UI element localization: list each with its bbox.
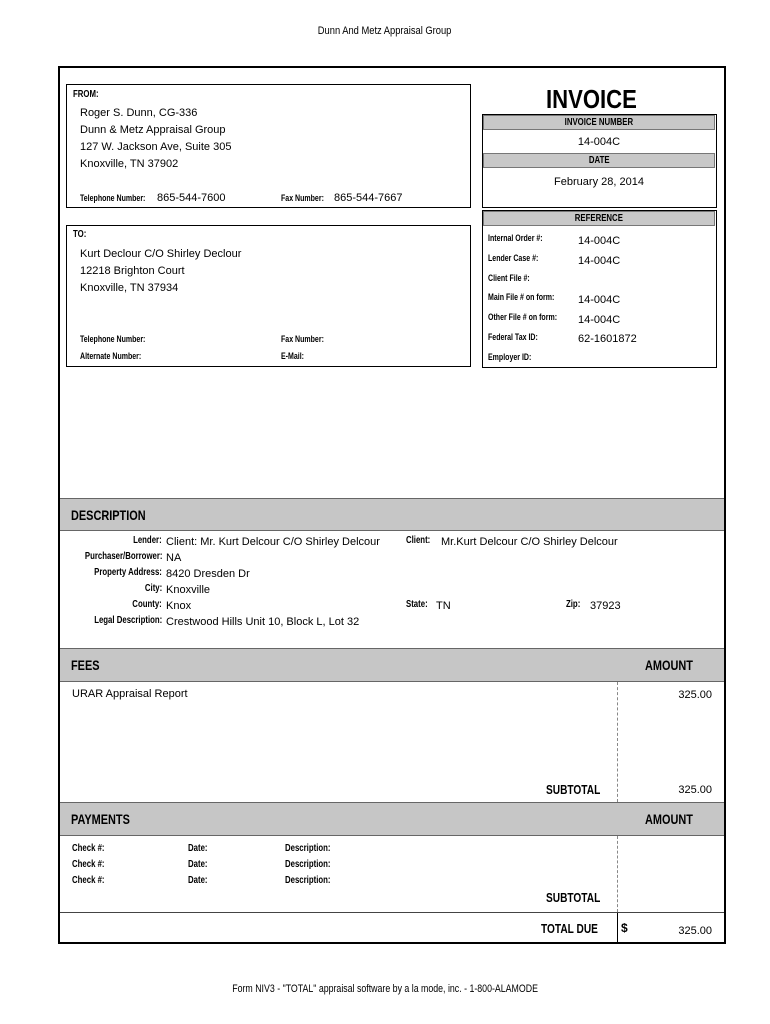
ref-value-lender-case: 14-004C: [578, 255, 621, 267]
to-line-1: Kurt Declour C/O Shirley Declour: [80, 248, 242, 260]
client-value: Mr.Kurt Delcour C/O Shirley Delcour: [441, 536, 618, 548]
fees-header: FEES AMOUNT: [60, 648, 724, 682]
date-label-3: Date:: [188, 875, 208, 886]
from-label: FROM:: [73, 89, 99, 100]
property-label: Property Address:: [94, 567, 162, 578]
ref-value-main-file: 14-004C: [578, 294, 621, 306]
invoice-date: February 28, 2014: [554, 176, 644, 188]
reference-header: REFERENCE: [483, 211, 715, 226]
payments-header: PAYMENTS AMOUNT: [60, 802, 724, 836]
from-line-3: 127 W. Jackson Ave, Suite 305: [80, 141, 232, 153]
zip-label: Zip:: [566, 599, 581, 610]
fees-subtotal-value: 325.00: [678, 784, 712, 796]
invoice-form: [58, 66, 726, 944]
ref-label-lender-case: Lender Case #:: [488, 253, 539, 263]
purchaser-label: Purchaser/Borrower:: [84, 551, 162, 562]
from-fax-label: Fax Number:: [281, 193, 324, 203]
invoice-title: INVOICE: [546, 84, 637, 114]
to-alternate-label: Alternate Number:: [80, 351, 142, 361]
fee-item-amount: 325.00: [678, 689, 712, 701]
legal-value: Crestwood Hills Unit 10, Block L, Lot 32: [166, 616, 360, 628]
city-label: City:: [144, 583, 162, 594]
invoice-number: 14-004C: [577, 136, 621, 148]
to-line-2: 12218 Brighton Court: [80, 265, 185, 277]
fees-subtotal-label: SUBTOTAL: [546, 782, 601, 797]
desc-label-2: Description:: [285, 859, 331, 870]
date-label-2: Date:: [188, 859, 208, 870]
from-line-1: Roger S. Dunn, CG-336: [80, 107, 198, 119]
payments-divider: [617, 836, 618, 912]
currency-symbol: $: [621, 921, 628, 935]
state-label: State:: [406, 599, 428, 610]
page-footer: Form NIV3 - "TOTAL" appraisal software by a la mode, inc. - 1-800-ALAMODE: [232, 983, 538, 995]
invoice-info-box: [482, 114, 717, 208]
desc-label-3: Description:: [285, 875, 331, 886]
total-due-value: 325.00: [678, 925, 712, 937]
check-label-2: Check #:: [72, 859, 105, 870]
from-fax: 865-544-7667: [334, 192, 403, 204]
city-value: Knoxville: [166, 584, 211, 596]
county-value: Knox: [166, 600, 192, 612]
ref-label-other-file: Other File # on form:: [488, 312, 558, 322]
desc-label-1: Description:: [285, 843, 331, 854]
state-value: TN: [436, 600, 451, 612]
from-telephone-label: Telephone Number:: [80, 193, 146, 203]
check-label-1: Check #:: [72, 843, 105, 854]
client-label: Client:: [406, 535, 431, 546]
purchaser-value: NA: [166, 552, 182, 564]
payments-amount-label: AMOUNT: [645, 811, 693, 827]
legal-label: Legal Description:: [93, 615, 162, 626]
from-telephone: 865-544-7600: [157, 192, 226, 204]
county-label: County:: [132, 599, 162, 610]
total-divider: [60, 912, 724, 913]
to-email-label: E-Mail:: [281, 351, 305, 361]
ref-value-other-file: 14-004C: [578, 314, 621, 326]
ref-label-client-file: Client File #:: [488, 273, 530, 283]
ref-value-internal-order: 14-004C: [578, 235, 621, 247]
from-box: [66, 84, 471, 208]
lender-label: Lender:: [133, 535, 162, 546]
lender-value: Client: Mr. Kurt Delcour C/O Shirley Delcour: [166, 536, 380, 548]
fees-amount-label: AMOUNT: [645, 657, 693, 673]
to-fax-label: Fax Number:: [281, 334, 324, 344]
page-header: Dunn And Metz Appraisal Group: [318, 25, 452, 37]
fee-item-name: URAR Appraisal Report: [72, 688, 188, 700]
ref-label-employer-id: Employer ID:: [488, 352, 532, 362]
description-header: DESCRIPTION: [60, 498, 724, 531]
date-header: DATE: [483, 153, 715, 168]
to-label: TO:: [73, 229, 87, 240]
date-label-1: Date:: [188, 843, 208, 854]
ref-label-internal-order: Internal Order #:: [488, 233, 543, 243]
check-label-3: Check #:: [72, 875, 105, 886]
to-box: [66, 225, 471, 367]
from-line-2: Dunn & Metz Appraisal Group: [80, 124, 226, 136]
invoice-number-header: INVOICE NUMBER: [483, 115, 715, 130]
to-telephone-label: Telephone Number:: [80, 334, 146, 344]
zip-value: 37923: [590, 600, 621, 612]
property-value: 8420 Dresden Dr: [166, 568, 250, 580]
ref-value-federal-tax: 62-1601872: [578, 333, 637, 345]
from-line-4: Knoxville, TN 37902: [80, 158, 179, 170]
reference-box: [482, 210, 717, 368]
ref-label-main-file: Main File # on form:: [488, 292, 555, 302]
ref-label-federal-tax: Federal Tax ID:: [488, 332, 538, 342]
to-line-3: Knoxville, TN 37934: [80, 282, 179, 294]
payments-subtotal-label: SUBTOTAL: [546, 890, 601, 905]
total-due-label: TOTAL DUE: [541, 921, 598, 936]
